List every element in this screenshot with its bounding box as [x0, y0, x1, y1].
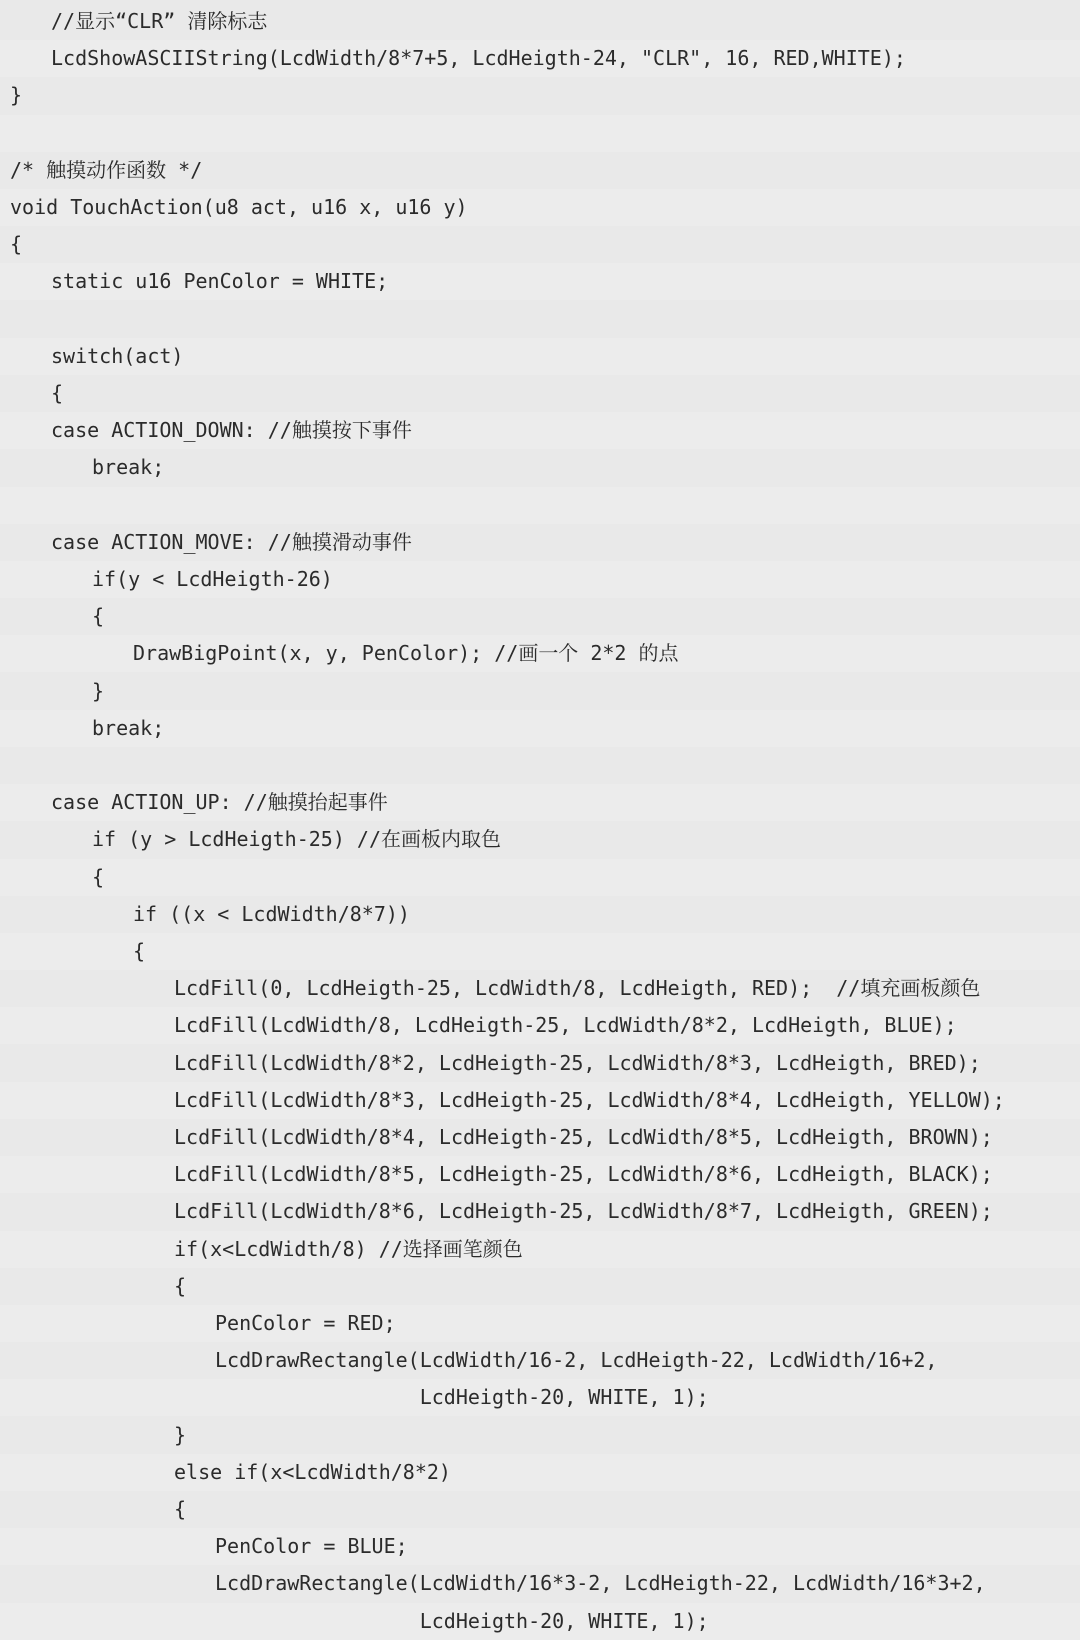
code-line: LcdHeigth-20, WHITE, 1);	[0, 1379, 1080, 1416]
code-line: break;	[92, 455, 165, 480]
code-line: if(y < LcdHeigth-26)	[0, 561, 1080, 598]
code-line: LcdShowASCIIString(LcdWidth/8*7+5, LcdHeigth-24, "CLR", 16, RED,WHITE);	[0, 40, 1080, 77]
code-line: void TouchAction(u8 act, u16 x, u16 y)	[0, 189, 1080, 226]
code-line: {	[174, 1497, 187, 1521]
code-line: LcdDrawRectangle(LcdWidth/16*3-2, LcdHeigth-22, LcdWidth/16*3+2,	[215, 1571, 986, 1596]
code-line: /* 触摸动作函数 */	[10, 157, 203, 182]
code-line: {	[10, 232, 23, 257]
code-line: PenColor = RED;	[0, 1305, 1080, 1342]
code-line: //显示“CLR” 清除标志	[51, 9, 268, 33]
code-line: {	[51, 381, 64, 405]
code-line: {	[92, 604, 105, 629]
code-line: {	[0, 859, 1080, 896]
code-line: DrawBigPoint(x, y, PenColor); //画一个 2*2 的点	[0, 635, 1080, 672]
code-line: LcdDrawRectangle(LcdWidth/16-2, LcdHeigth-22, LcdWidth/16+2,	[215, 1348, 938, 1373]
code-line: LcdFill(0, LcdHeigth-25, LcdWidth/8, LcdHeigth, RED); //填充画板颜色	[174, 976, 981, 1001]
code-line: LcdFill(LcdWidth/8*4, LcdHeigth-25, LcdWidth/8*5, LcdHeigth, BROWN);	[174, 1125, 993, 1149]
code-line: break;	[0, 710, 1080, 747]
code-line: LcdFill(LcdWidth/8*5, LcdHeigth-25, LcdWidth/8*6, LcdHeigth, BLACK);	[0, 1156, 1080, 1193]
code-line: static u16 PenColor = WHITE;	[0, 263, 1080, 300]
code-line: if ((x < LcdWidth/8*7))	[133, 901, 410, 926]
code-line: case ACTION_DOWN: //触摸按下事件	[0, 412, 1080, 449]
code-line	[0, 747, 1080, 784]
code-line	[0, 115, 1080, 152]
code-line	[0, 487, 1080, 524]
code-line: LcdFill(LcdWidth/8*6, LcdHeigth-25, LcdWidth/8*7, LcdHeigth, GREEN);	[174, 1199, 993, 1224]
code-line: if(x<LcdWidth/8) //选择画笔颜色	[0, 1231, 1080, 1268]
code-line: LcdHeigth-20, WHITE, 1);	[0, 1603, 1080, 1640]
code-line	[0, 301, 1080, 338]
code-line: }	[92, 678, 105, 703]
code-line: {	[0, 933, 1080, 970]
code-line: }	[10, 83, 23, 108]
code-line: if (y > LcdHeigth-25) //在画板内取色	[92, 827, 501, 852]
code-line: LcdFill(LcdWidth/8*3, LcdHeigth-25, LcdWidth/8*4, LcdHeigth, YELLOW);	[0, 1082, 1080, 1119]
code-line: LcdFill(LcdWidth/8, LcdHeigth-25, LcdWidth/8*2, LcdHeigth, BLUE);	[0, 1007, 1080, 1044]
code-line: }	[174, 1422, 187, 1447]
code-line: case ACTION_UP: //触摸抬起事件	[0, 784, 1080, 821]
code-line: switch(act)	[0, 338, 1080, 375]
code-line: {	[174, 1273, 187, 1298]
code-line: LcdFill(LcdWidth/8*2, LcdHeigth-25, LcdWidth/8*3, LcdHeigth, BRED);	[174, 1050, 981, 1075]
code-line: else if(x<LcdWidth/8*2)	[0, 1454, 1080, 1491]
code-line: case ACTION_MOVE: //触摸滑动事件	[51, 529, 412, 554]
code-line: PenColor = BLUE;	[0, 1528, 1080, 1565]
